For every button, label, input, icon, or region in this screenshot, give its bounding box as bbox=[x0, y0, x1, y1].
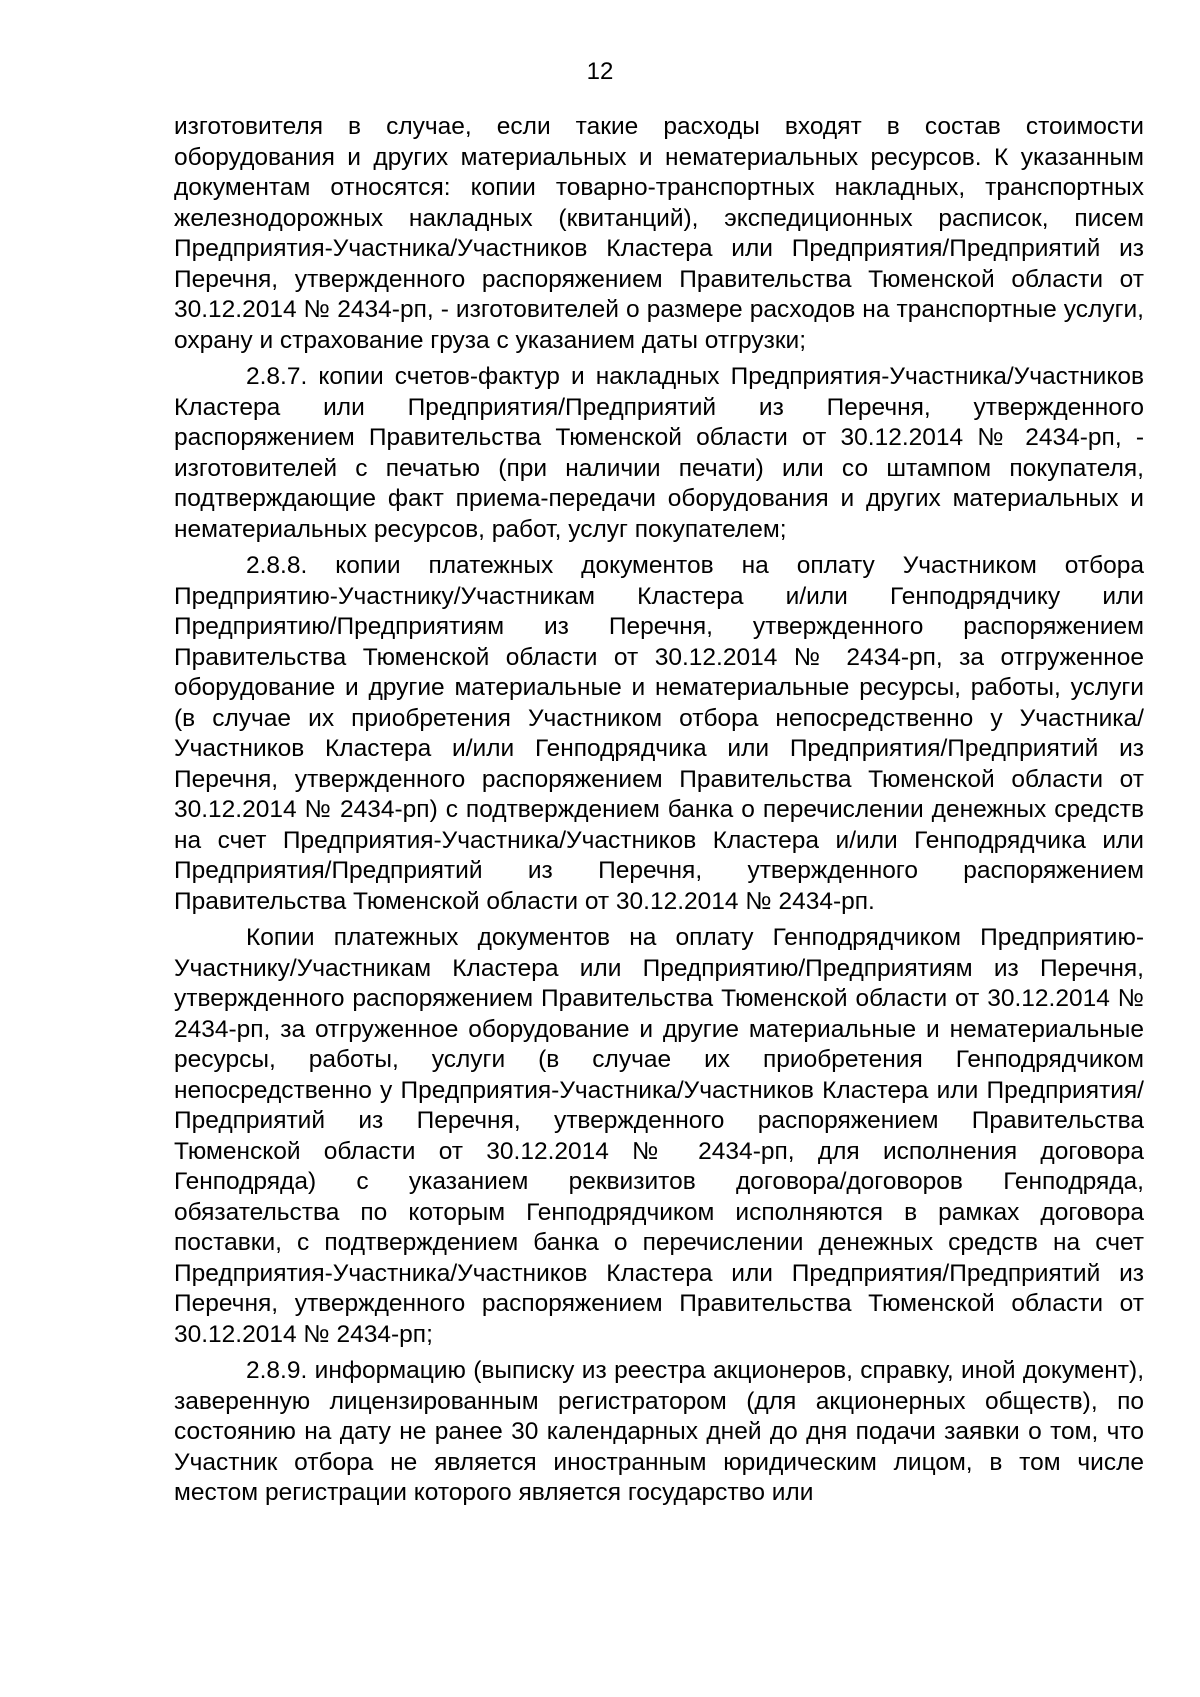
paragraph-continuation: изготовителя в случае, если такие расходы входят в состав стоимости оборудования и других материальных и нематериальных ресурсов. К указанным документам относятся: копии товарно-транспортных накладных, транспортных железнодорожных накладных (квитанций), экспедиционных расписок, писем Предприятия-Участника/Участников Кластера или Предприятия/Предприятий из Перечня, утвержденного распоряжением Правительства Тюменской области от 30.12.2014 № 2434-рп, - изготовителей о размере расходов на транспортные услуги, охрану и страхование груза с указанием даты отгрузки; bbox=[174, 113, 1144, 354]
paragraph-contractor-payments: Копии платежных документов на оплату Генподрядчиком Предприятию-Участнику/Участникам Кластера или Предприятию/Предприятиям из Перечня, утвержденного распоряжением Правительства Тюменской области от 30.12.2014 № 2434-рп, за отгруженное оборудование и другие материальные и нематериальные ресурсы, работы, услуги (в случае их приобретения Генподрядчиком непосредственно у Предприятия-Участника/Участников Кластера или Предприятия/Предприятий из Перечня, утвержденного распоряжением Правительства Тюменской области от 30.12.2014 № 2434-рп, для исполнения договора Генподряда) с указанием реквизитов договора/договоров Генподряда, обязательства по которым Генподрядчиком исполняются в рамках договора поставки, с подтверждением банка о перечислении денежных средств на счет Предприятия-Участника/Участников Кластера или Предприятия/Предприятий из Перечня, утвержденного распоряжением Правительства Тюменской области от 30.12.2014 № 2434-рп; bbox=[174, 924, 1144, 1348]
paragraph-2-8-7: 2.8.7. копии счетов-фактур и накладных Предприятия-Участника/Участников Кластера или Предприятия/Предприятий из Перечня, утвержденного распоряжением Правительства Тюменской области от 30.12.2014 № 2434-рп, - изготовителей с печатью (при наличии печати) или со штампом покупателя, подтверждающие факт приема-передачи оборудования и других материальных и нематериальных ресурсов, работ, услуг покупателем; bbox=[174, 363, 1144, 543]
page-number: 12 bbox=[586, 58, 614, 85]
document-body bbox=[174, 112, 1144, 1515]
paragraph-2-8-8: 2.8.8. копии платежных документов на оплату Участником отбора Предприятию-Участнику/Участникам Кластера и/или Генподрядчику или Предприятию/Предприятиям из Перечня, утвержденного распоряжением Правительства Тюменской области от 30.12.2014 № 2434-рп, за отгруженное оборудование и другие материальные и нематериальные ресурсы, работы, услуги (в случае их приобретения Участником отбора непосредственно у Участника/Участников Кластера и/или Генподрядчика или Предприятия/Предприятий из Перечня, утвержденного распоряжением Правительства Тюменской области от 30.12.2014 № 2434-рп) с подтверждением банка о перечислении денежных средств на счет Предприятия-Участника/Участников Кластера и/или Генподрядчика или Предприятия/Предприятий из Перечня, утвержденного распоряжением Правительства Тюменской области от 30.12.2014 № 2434-рп. bbox=[174, 552, 1144, 915]
paragraph-2-8-9: 2.8.9. информацию (выписку из реестра акционеров, справку, иной документ), заверенную лицензированным регистратором (для акционерных обществ), по состоянию на дату не ранее 30 календарных дней до дня подачи заявки о том, что Участник отбора не является иностранным юридическим лицом, в том числе местом регистрации которого является государство или bbox=[174, 1357, 1144, 1506]
